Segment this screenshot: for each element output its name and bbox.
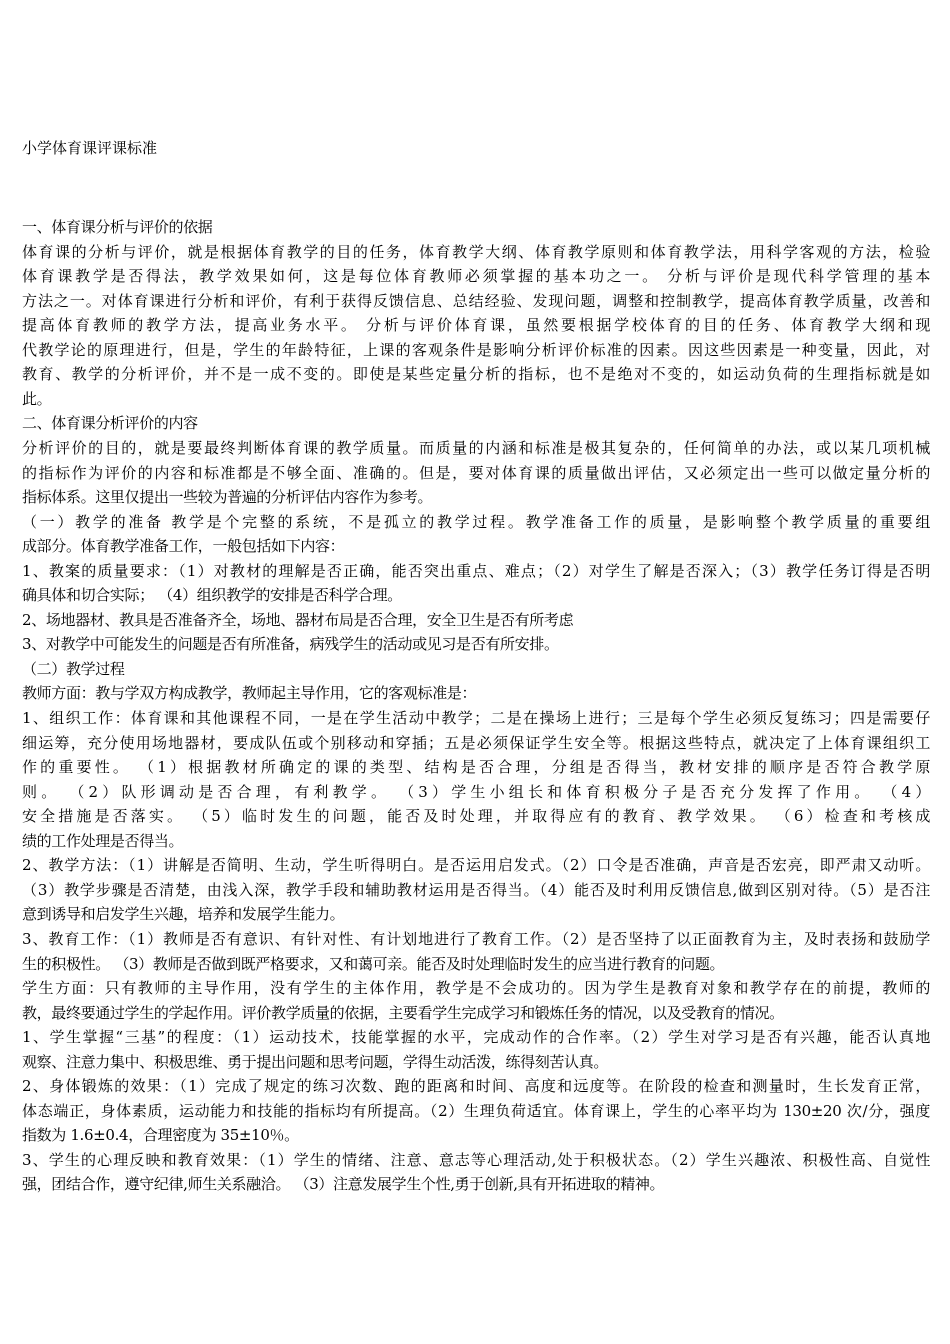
text-line: 教师方面：教与学双方构成教学，教师起主导作用，它的客观标准是： [22, 684, 477, 703]
text-line: 体态端正，身体素质，运动能力和技能的指标均有所提高。（2）生理负荷适宜。体育课上，学生的心率平均为 130±20 次/分，强度 [22, 1101, 930, 1120]
text-line: 指标体系。这里仅提出一些较为普遍的分析评估内容作为参考。 [22, 488, 433, 507]
text-line: 提高体育教师的教学方法，提高业务水平。 分析与评价体育课，虽然要根据学校体育的目的任务、体育教学大纲和现 [22, 316, 930, 335]
text-line: 确具体和切合实际； （4）组织教学的安排是否科学合理。 [22, 586, 402, 605]
text-line: 1、教案的质量要求：（1）对教材的理解是否正确，能否突出重点、难点；（2）对学生了解是否深入；（3）教学任务订得是否明 [22, 561, 930, 580]
text-line: 方法之一。对体育课进行分析和评价，有利于获得反馈信息、总结经验、发现问题，调整和控制教学，提高体育教学质量，改善和 [22, 291, 930, 310]
text-line: 体育课的分析与评价，就是根据体育教学的目的任务，体育教学大纲、体育教学原则和体育教学法，用科学客观的方法，检验 [22, 242, 930, 261]
text-line: 安全措施是否落实。 （5）临时发生的问题，能否及时处理，并取得应有的教育、教学效果。 （6）检查和考核成 [22, 807, 930, 826]
text-line: 教育、教学的分析评价，并不是一成不变的。即使是某些定量分析的指标，也不是绝对不变的，如运动负荷的生理指标就是如 [22, 365, 930, 384]
text-line: 2、身体锻炼的效果：（1）完成了规定的练习次数、跑的距离和时间、高度和远度等。在阶段的检查和测量时，生长发育正常， [22, 1077, 930, 1096]
text-line: 体育课教学是否得法，教学效果如何，这是每位体育教师必须掌握的基本功之一。 分析与评价是现代科学管理的基本 [22, 267, 930, 286]
text-line: 此。 [22, 389, 52, 408]
text-line: 绩的工作处理是否得当。 [22, 831, 184, 850]
text-line: 分析评价的目的，就是要最终判断体育课的教学质量。而质量的内涵和标准是极其复杂的，任何简单的办法，或以某几项机械 [22, 438, 930, 457]
text-line: （二）教学过程 [22, 659, 125, 678]
text-line: 教，最终要通过学生的学起作用。评价教学质量的依据，主要看学生完成学习和锻炼任务的情况，以及受教育的情况。 [22, 1003, 784, 1022]
text-line: 作的重要性。 （1）根据教材所确定的课的类型、结构是否合理，分组是否得当，教材安排的顺序是否符合教学原 [22, 758, 930, 777]
text-line: 生的积极性。 （3）教师是否做到既严格要求，又和蔼可亲。能否及时处理临时发生的应当进行教育的问题。 [22, 954, 725, 973]
text-line: 3、学生的心理反映和教育效果：（1）学生的情绪、注意、意志等心理活动,处于积极状态。（2）学生兴趣浓、积极性高、自觉性 [22, 1150, 930, 1169]
text-line: 的指标作为评价的内容和标准都是不够全面、准确的。但是，要对体育课的质量做出评估，又必须定出一些可以做定量分析的 [22, 463, 930, 482]
text-line: 二、体育课分析评价的内容 [22, 414, 198, 433]
text-line: 1、学生掌握“三基”的程度：（1）运动技术，技能掌握的水平，完成动作的合作率。（2）学生对学习是否有兴趣，能否认真地 [22, 1028, 930, 1047]
text-line: 一、体育课分析与评价的依据 [22, 218, 213, 236]
text-line: 3、对教学中可能发生的问题是否有所准备，病残学生的活动或见习是否有所安排。 [22, 635, 559, 654]
text-line: 1、组织工作：体育课和其他课程不同，一是在学生活动中教学；二是在操场上进行；三是每个学生必须反复练习；四是需要仔 [22, 709, 930, 727]
text-line: 学生方面：只有教师的主导作用，没有学生的主体作用，教学是不会成功的。因为学生是教育对象和教学存在的前提，教师的 [22, 979, 930, 998]
text-line: 细运筹，充分使用场地器材，要成队伍或个别移动和穿插；五是必须保证学生安全等。根据这些特点，就决定了上体育课组织工 [22, 733, 930, 752]
text-line: 成部分。体育教学准备工作，一般包括如下内容： [22, 537, 345, 556]
text-line: 2、教学方法：（1）讲解是否简明、生动，学生听得明白。是否运用启发式。（2）口令是否准确，声音是否宏亮，即严肃又动听。 [22, 856, 930, 875]
text-line: 强，团结合作，遵守纪律,师生关系融洽。 （3）注意发展学生个性,勇于创新,具有开拓进取的精神。 [22, 1175, 665, 1194]
text-line: 2、场地器材、教具是否准备齐全，场地、器材布局是否合理，安全卫生是否有所考虑 [22, 610, 574, 629]
document-title: 小学体育课评课标准 [22, 139, 158, 157]
text-line: （3）教学步骤是否清楚，由浅入深，教学手段和辅助教材运用是否得当。（4）能否及时利用反馈信息,做到区别对待。（5）是否注 [22, 880, 930, 899]
text-line: （一）教学的准备 教学是个完整的系统，不是孤立的教学过程。教学准备工作的质量，是影响整个教学质量的重要组 [22, 512, 930, 531]
text-line: 则。 （2）队形调动是否合理，有利教学。 （3）学生小组长和体育积极分子是否充分发挥了作用。 （4） [22, 782, 930, 801]
text-line: 3、教育工作：（1）教师是否有意识、有针对性、有计划地进行了教育工作。（2）是否坚持了以正面教育为主，及时表扬和鼓励学 [22, 929, 930, 948]
text-line: 指数为 1.6±0.4，合理密度为 35±10％。 [22, 1126, 299, 1145]
text-line: 意到诱导和启发学生兴趣，培养和发展学生能力。 [22, 905, 345, 924]
text-line: 观察、注意力集中、积极思维、勇于提出问题和思考问题，学得生动活泼，练得刻苦认真。 [22, 1052, 609, 1071]
text-line: 代教学论的原理进行，但是，学生的年龄特征，上课的客观条件是影响分析评价标准的因素。因这些因素是一种变量，因此，对 [22, 340, 930, 359]
